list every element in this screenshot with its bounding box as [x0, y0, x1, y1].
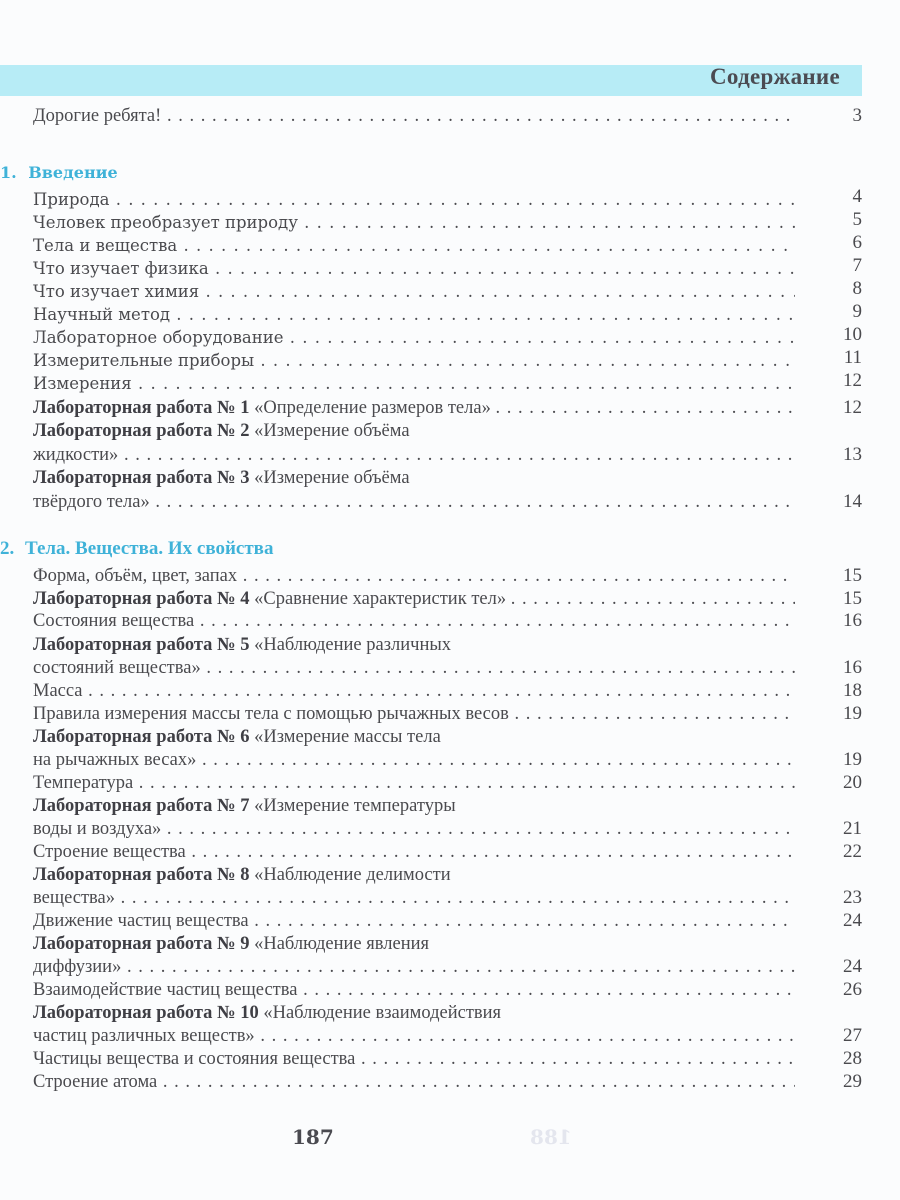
toc-page-number: 16 — [843, 657, 862, 678]
toc-page-number: 16 — [843, 610, 862, 631]
lab-label: Лабораторная работа № 9 — [33, 934, 250, 954]
section-title: Тела. Вещества. Их свойства — [25, 538, 274, 559]
toc-entry-lab-continuation[interactable]: на рычажных весах» . . . — [33, 749, 795, 771]
toc-entry-lab[interactable] — [33, 864, 795, 886]
toc-page-number: 18 — [843, 680, 862, 701]
toc-page-number: 24 — [843, 956, 862, 977]
toc-entry-lab[interactable] — [33, 1002, 795, 1024]
toc-entry-lab-continuation[interactable]: воды и воздуха» . . . — [33, 818, 795, 840]
toc-page-number: 13 — [843, 444, 862, 465]
lab-label: Лабораторная работа № 6 — [33, 727, 250, 747]
toc-entry-lab[interactable] — [33, 467, 795, 489]
page-title: Содержание — [710, 64, 840, 89]
lab-label: Лабораторная работа № 1 — [33, 398, 250, 418]
toc-page-number: 9 — [852, 301, 862, 322]
toc-entry-lab-continuation[interactable]: твёрдого тела» . . . — [33, 491, 795, 513]
toc-page-number: 26 — [843, 979, 862, 1000]
toc-entry-lab-continuation[interactable]: вещества» . . . — [33, 887, 795, 909]
lab-label: Лабораторная работа № 5 — [33, 635, 250, 655]
section-heading-2[interactable] — [0, 538, 273, 560]
toc-page-number: 19 — [843, 703, 862, 724]
toc-entry[interactable]: Строение атома . . . — [33, 1071, 795, 1093]
toc-entry-lab-continuation[interactable]: диффузии» . . . — [33, 956, 795, 978]
toc-entry[interactable]: Движение частиц вещества . . . — [33, 910, 795, 932]
ghost-page-number: 188 — [530, 1125, 572, 1149]
section-title: Введение — [28, 163, 118, 182]
toc-entry[interactable]: Научный метод . . . — [33, 304, 795, 326]
toc-page-number: 15 — [843, 565, 862, 586]
toc-entry[interactable]: Что изучает физика . . . — [33, 258, 795, 280]
toc-page-number: 12 — [843, 370, 862, 391]
lab-title: «Сравнение характеристик тел» — [254, 589, 507, 609]
toc-entry-intro[interactable]: Дорогие ребята! . . . — [33, 105, 795, 127]
toc-entry[interactable]: Частицы вещества и состояния вещества . . . — [33, 1048, 795, 1070]
toc-entry[interactable]: Взаимодействие частиц вещества . . . — [33, 979, 795, 1001]
lab-title: «Наблюдение делимости — [254, 865, 451, 885]
lab-label: Лабораторная работа № 2 — [33, 421, 250, 441]
lab-title: «Определение размеров тела» — [254, 398, 491, 418]
toc-entry[interactable]: Человек преобразует природу . . . — [33, 212, 795, 234]
footer-page-number: 187 — [292, 1125, 334, 1149]
toc-entry[interactable]: Природа . . . — [33, 189, 795, 211]
toc-entry-lab[interactable] — [33, 420, 795, 442]
toc-page-number: 20 — [843, 772, 862, 793]
toc-entry-lab[interactable] — [33, 397, 795, 419]
toc-entry-lab-continuation[interactable]: жидкости» . . . — [33, 444, 795, 466]
toc-entry[interactable]: Строение вещества . . . — [33, 841, 795, 863]
toc-entry-lab[interactable] — [33, 795, 795, 817]
toc-page-number: 14 — [843, 491, 862, 512]
toc-page-number: 27 — [843, 1025, 862, 1046]
toc-entry[interactable]: Измерения . . . — [33, 373, 795, 395]
toc-page-number: 22 — [843, 841, 862, 862]
toc-page-number: 4 — [852, 186, 862, 207]
toc-page-number: 29 — [843, 1071, 862, 1092]
lab-title: «Наблюдение различных — [254, 635, 452, 655]
toc-entry[interactable]: Лабораторное оборудование . . . — [33, 327, 795, 349]
lab-title: «Измерение объёма — [254, 468, 410, 488]
toc-entry[interactable]: Масса . . . — [33, 680, 795, 702]
toc-entry[interactable]: Температура . . . — [33, 772, 795, 794]
toc-entry-lab-continuation[interactable]: состояний вещества» . . . — [33, 657, 795, 679]
toc-page-number: 23 — [843, 887, 862, 908]
toc-page-number: 19 — [843, 749, 862, 770]
lab-title: «Наблюдение явления — [254, 934, 430, 954]
toc-page-number: 15 — [843, 588, 862, 609]
toc-page-number: 8 — [852, 278, 862, 299]
toc-page-number: 7 — [852, 255, 862, 276]
toc-entry[interactable]: Тела и вещества . . . — [33, 235, 795, 257]
toc-page-number: 3 — [852, 105, 862, 126]
toc-page-number: 6 — [852, 232, 862, 253]
section-number: 1. — [0, 163, 17, 182]
toc-entry[interactable]: Правила измерения массы тела с помощью рычажных весов . . . — [33, 703, 795, 725]
toc-page-number: 21 — [843, 818, 862, 839]
toc-entry[interactable]: Измерительные приборы . . . — [33, 350, 795, 372]
lab-label: Лабораторная работа № 10 — [33, 1003, 259, 1023]
toc-page-number: 5 — [852, 209, 862, 230]
toc-entry[interactable]: Состояния вещества . . . — [33, 610, 795, 632]
section-heading-1[interactable] — [0, 163, 118, 182]
toc-entry[interactable]: Форма, объём, цвет, запах . . . — [33, 565, 795, 587]
toc-page-number: 28 — [843, 1048, 862, 1069]
toc-page-number: 10 — [843, 324, 862, 345]
lab-title: «Измерение объёма — [254, 421, 410, 441]
toc-page-number: 12 — [843, 397, 862, 418]
toc-entry-lab[interactable] — [33, 726, 795, 748]
toc-entry-lab-continuation[interactable]: частиц различных веществ» . . . — [33, 1025, 795, 1047]
toc-entry-lab[interactable] — [33, 933, 795, 955]
section-number: 2. — [0, 538, 15, 559]
lab-label: Лабораторная работа № 4 — [33, 589, 250, 609]
lab-title: «Измерение температуры — [254, 796, 456, 816]
toc-page-number: 11 — [843, 347, 862, 368]
toc-entry-lab[interactable] — [33, 588, 795, 610]
lab-label: Лабораторная работа № 3 — [33, 468, 250, 488]
lab-label: Лабораторная работа № 8 — [33, 865, 250, 885]
toc-page-number: 24 — [843, 910, 862, 931]
lab-title: «Наблюдение взаимодействия — [263, 1003, 502, 1023]
lab-title: «Измерение массы тела — [254, 727, 441, 747]
toc-entry[interactable]: Что изучает химия . . . — [33, 281, 795, 303]
toc-entry-lab[interactable] — [33, 634, 795, 656]
lab-label: Лабораторная работа № 7 — [33, 796, 250, 816]
